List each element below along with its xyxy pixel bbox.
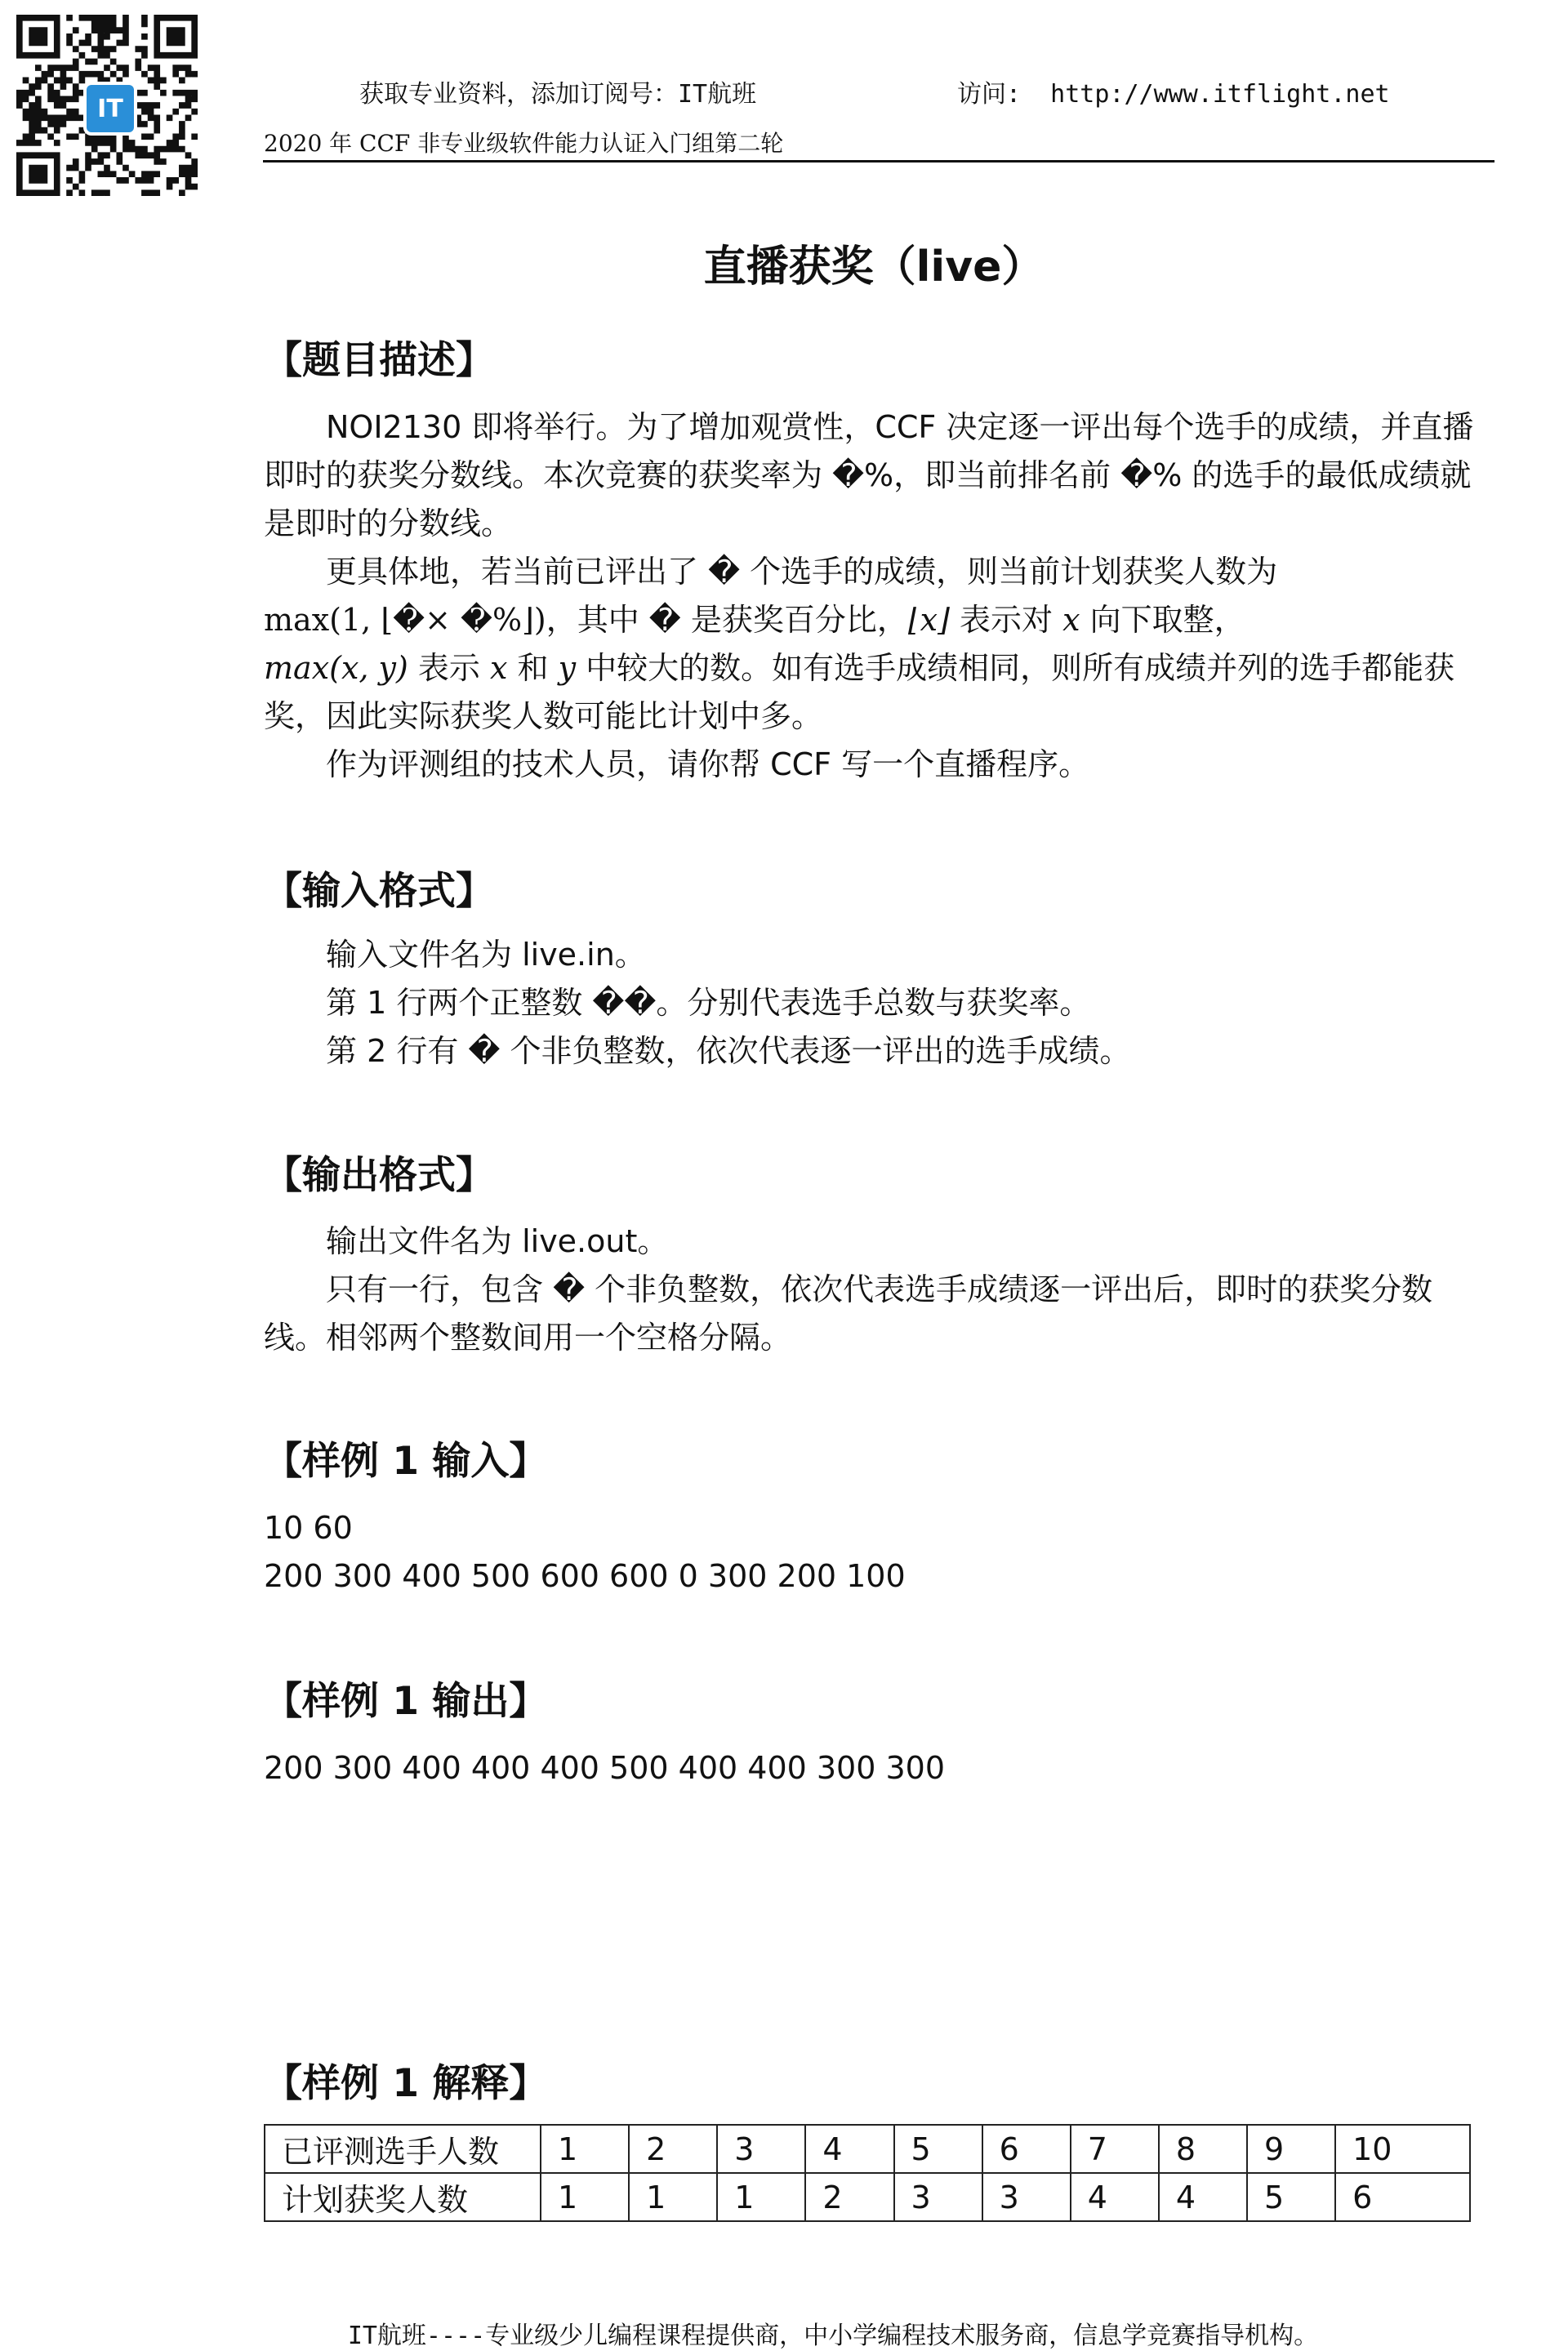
footer-slogan: IT航班----专业级少儿编程课程提供商，中小学编程技术服务商，信息学竞赛指导机构。: [347, 2322, 1319, 2350]
output-format-line: 输出文件名为 live.out。: [326, 1223, 669, 1259]
sample-input-block: [264, 1504, 906, 1601]
floor-notation: ⌊x⌋: [907, 602, 950, 638]
table-cell: 5: [894, 2125, 982, 2173]
sample-input-line: 10 60: [264, 1510, 353, 1546]
input-format-line: 第 1 行两个正整数 ��。分别代表选手总数与获奖率。: [326, 985, 1091, 1021]
explanation-heading: 【样例 1 解释】: [264, 2061, 548, 2106]
input-format-line: 输入文件名为 live.in。: [326, 937, 646, 973]
table-cell: 3: [894, 2173, 982, 2221]
table-cell: 计划获奖人数: [265, 2173, 541, 2221]
description-paragraph-2c: max(x, y) 表示 x 和 y 中较大的数。如有选手成绩相同，则所有成绩并列的选手都能获奖，因此实际获奖人数可能比计划中多。: [264, 650, 1455, 734]
table-cell: 1: [717, 2173, 805, 2221]
sample-input-line: 200 300 400 500 600 600 0 300 200 100: [264, 1558, 906, 1594]
description-paragraph-3: 作为评测组的技术人员，请你帮 CCF 写一个直播程序。: [326, 746, 1090, 782]
header-promo: 获取专业资料，添加订阅号：IT航班: [359, 80, 757, 109]
table-cell: 已评测选手人数: [265, 2125, 541, 2173]
table-cell: 10: [1335, 2125, 1470, 2173]
header-exam-title: 2020 年 CCF 非专业级软件能力认证入门组第二轮: [264, 130, 784, 157]
table-cell: 7: [1071, 2125, 1159, 2173]
description-paragraph-2b: max(1, ⌊�× �%⌋)，其中 � 是获奖百分比，⌊x⌋ 表示对 x 向下取整，: [264, 602, 1245, 638]
output-format-body: [264, 1218, 1489, 1362]
table-cell: 1: [541, 2173, 629, 2221]
table-cell: 2: [805, 2173, 893, 2221]
description-paragraph-1: NOI2130 即将举行。为了增加观赏性，CCF 决定逐一评出每个选手的成绩，并直播即时的获奖分数线。本次竞赛的获奖率为 �%，即当前排名前 �% 的选手的最低成绩就是即时的分数线。: [264, 409, 1474, 541]
explanation-table: [264, 2124, 1471, 2222]
output-format-line: 只有一行，包含 � 个非负整数，依次代表选手成绩逐一评出后，即时的获奖分数线。相邻两个整数间用一个空格分隔。: [264, 1271, 1433, 1356]
table-cell: 4: [805, 2125, 893, 2173]
input-format-body: [264, 931, 1489, 1075]
sample-output-heading: 【样例 1 输出】: [264, 1679, 548, 1724]
table-cell: 6: [1335, 2173, 1470, 2221]
table-cell: 4: [1159, 2173, 1247, 2221]
table-cell: 3: [982, 2173, 1071, 2221]
table-cell: 9: [1247, 2125, 1335, 2173]
sample-input-heading: 【样例 1 输入】: [264, 1439, 548, 1484]
table-cell: 8: [1159, 2125, 1247, 2173]
output-format-heading: 【输出格式】: [264, 1153, 494, 1198]
table-cell: 2: [629, 2125, 717, 2173]
header-divider: [263, 160, 1494, 163]
description-body: [264, 403, 1489, 789]
sample-output-line: 200 300 400 400 400 500 400 400 300 300: [264, 1750, 946, 1786]
table-row: [265, 2173, 1470, 2221]
table-cell: 5: [1247, 2173, 1335, 2221]
max-notation: max(x, y): [264, 650, 408, 686]
description-paragraph-2a: 更具体地，若当前已评出了 � 个选手的成绩，则当前计划获奖人数为: [326, 554, 1278, 590]
qr-code: [16, 15, 198, 196]
itflight-logo: IT: [83, 82, 137, 136]
header-visit-link[interactable]: 访问: http://www.itflight.net: [957, 80, 1390, 109]
table-cell: 1: [541, 2125, 629, 2173]
formula-planned-winners: max(1, ⌊�× �%⌋): [264, 602, 546, 638]
sample-output-block: [264, 1744, 945, 1792]
input-format-line: 第 2 行有 � 个非负整数，依次代表逐一评出的选手成绩。: [326, 1033, 1131, 1069]
table-row: [265, 2125, 1470, 2173]
table-cell: 6: [982, 2125, 1071, 2173]
table-cell: 3: [717, 2125, 805, 2173]
table-cell: 1: [629, 2173, 717, 2221]
input-format-heading: 【输入格式】: [264, 869, 494, 914]
description-heading: 【题目描述】: [264, 338, 494, 383]
table-cell: 4: [1071, 2173, 1159, 2221]
problem-title: 直播获奖（live）: [703, 243, 1045, 292]
